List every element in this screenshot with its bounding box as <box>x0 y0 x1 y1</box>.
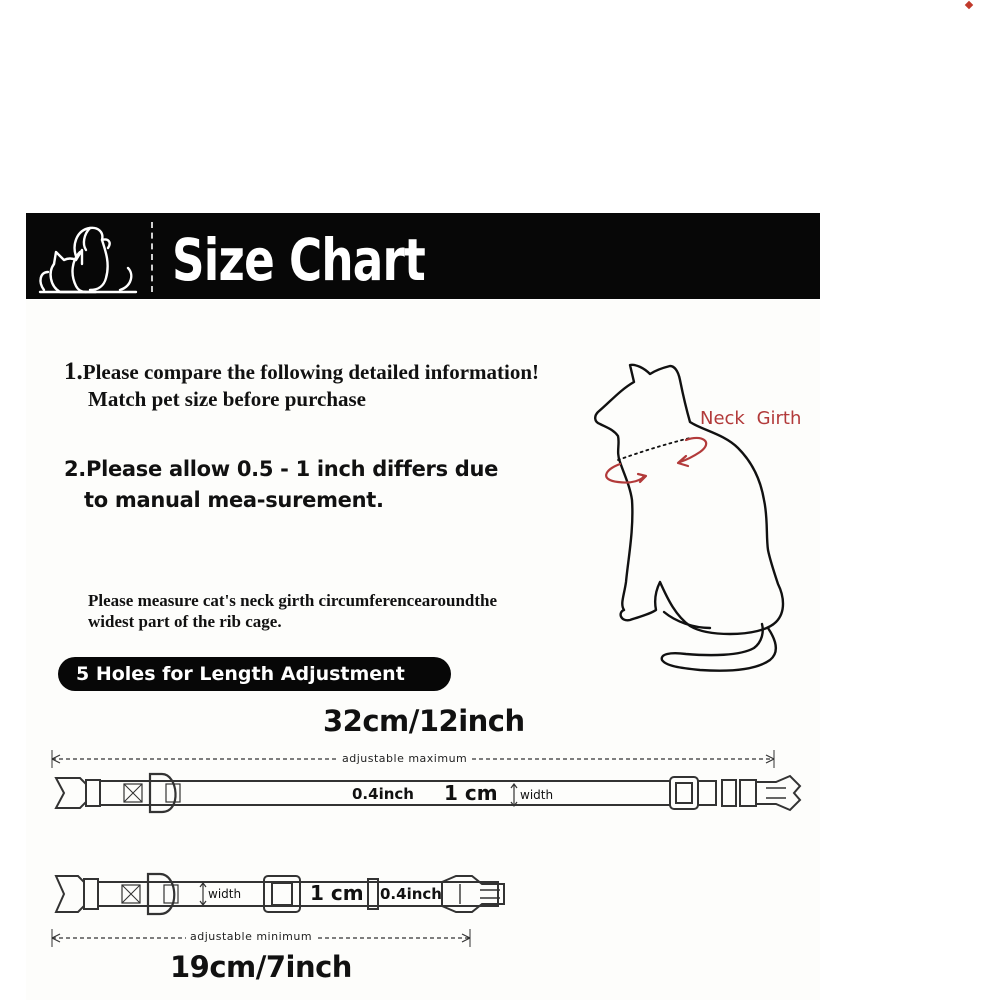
max-caption: adjustable maximum <box>338 752 471 765</box>
min-inch-width: 0.4inch <box>380 885 442 903</box>
instruction-1-text: Please compare the following detailed information! <box>82 360 540 384</box>
min-width-arrow <box>198 881 208 907</box>
max-collar-diagram <box>50 770 810 816</box>
max-width-label: width <box>520 788 554 802</box>
min-cm-width: 1 cm <box>310 881 364 905</box>
length-adjustment-pill: 5 Holes for Length Adjustment <box>58 657 451 691</box>
max-length-label: 32cm/12inch <box>323 704 525 738</box>
measure-instruction-line-1: Please measure cat's neck girth circumferencearoundthe <box>88 591 498 610</box>
min-width-label: width <box>208 887 242 901</box>
max-cm-width: 1 cm <box>444 781 498 805</box>
page-title: Size Chart <box>172 226 425 294</box>
instruction-1-number: 1. <box>64 358 83 385</box>
header-divider <box>151 222 153 292</box>
min-caption: adjustable minimum <box>186 930 316 943</box>
instruction-2-line-2: to manual mea-surement. <box>84 488 384 512</box>
max-inch-width: 0.4inch <box>352 785 414 803</box>
min-collar-diagram <box>52 870 512 918</box>
corner-marker <box>965 1 973 9</box>
min-length-label: 19cm/7inch <box>170 950 352 984</box>
instruction-2-line-1: 2.Please allow 0.5 - 1 inch differs due <box>64 457 499 481</box>
dog-and-cat-icon <box>36 216 140 296</box>
measure-instruction-line-2: widest part of the rib cage. <box>88 612 282 631</box>
max-width-arrow <box>509 782 519 808</box>
neck-girth-label: Neck Girth <box>700 408 802 429</box>
instruction-1-line-2: Match pet size before purchase <box>88 387 367 411</box>
instruction-1-line-1 <box>64 358 539 386</box>
